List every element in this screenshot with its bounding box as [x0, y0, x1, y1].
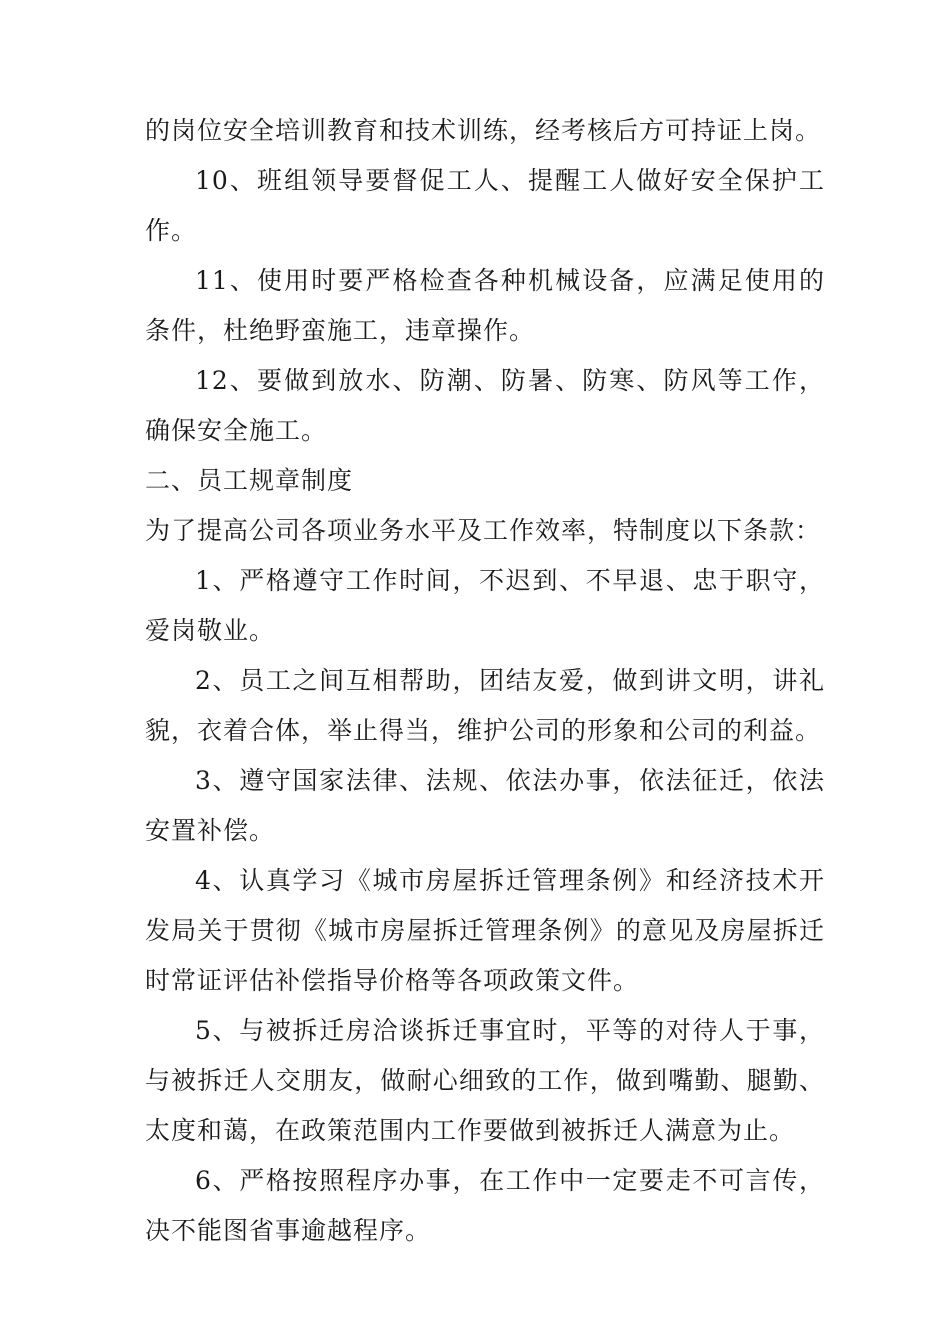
paragraph-item-12: 12、要做到放水、防潮、防暑、防寒、防风等工作，确保安全施工。	[145, 366, 825, 445]
paragraph-item-3: 3、遵守国家法律、法规、依法办事，依法征迁，依法安置补偿。	[145, 766, 825, 845]
paragraph-item-11: 11、使用时要严格检查各种机械设备，应满足使用的条件，杜绝野蛮施工，违章操作。	[145, 266, 825, 345]
document-body	[145, 106, 825, 1256]
paragraph-continuation: 的岗位安全培训教育和技术训练，经考核后方可持证上岗。	[145, 116, 822, 145]
paragraph-item-4: 4、认真学习《城市房屋拆迁管理条例》和经济技术开发局关于贯彻《城市房屋拆迁管理条例》的意见及房屋拆迁时常证评估补偿指导价格等各项政策文件。	[145, 866, 825, 995]
paragraph-item-10: 10、班组领导要督促工人、提醒工人做好安全保护工作。	[145, 166, 825, 245]
section-heading: 二、员工规章制度	[145, 466, 354, 495]
section-intro: 为了提高公司各项业务水平及工作效率，特制度以下条款：	[145, 516, 822, 545]
paragraph-item-1: 1、严格遵守工作时间，不迟到、不早退、忠于职守，爱岗敬业。	[145, 566, 825, 645]
paragraph-item-5: 5、与被拆迁房洽谈拆迁事宜时，平等的对待人于事，与被拆迁人交朋友，做耐心细致的工作，做到嘴勤、腿勤、太度和蔼，在政策范围内工作要做到被拆迁人满意为止。	[145, 1016, 825, 1145]
paragraph-item-6: 6、严格按照程序办事，在工作中一定要走不可言传，决不能图省事逾越程序。	[145, 1166, 825, 1245]
paragraph-item-2: 2、员工之间互相帮助，团结友爱，做到讲文明，讲礼貌，衣着合体，举止得当，维护公司的形象和公司的利益。	[145, 666, 825, 745]
